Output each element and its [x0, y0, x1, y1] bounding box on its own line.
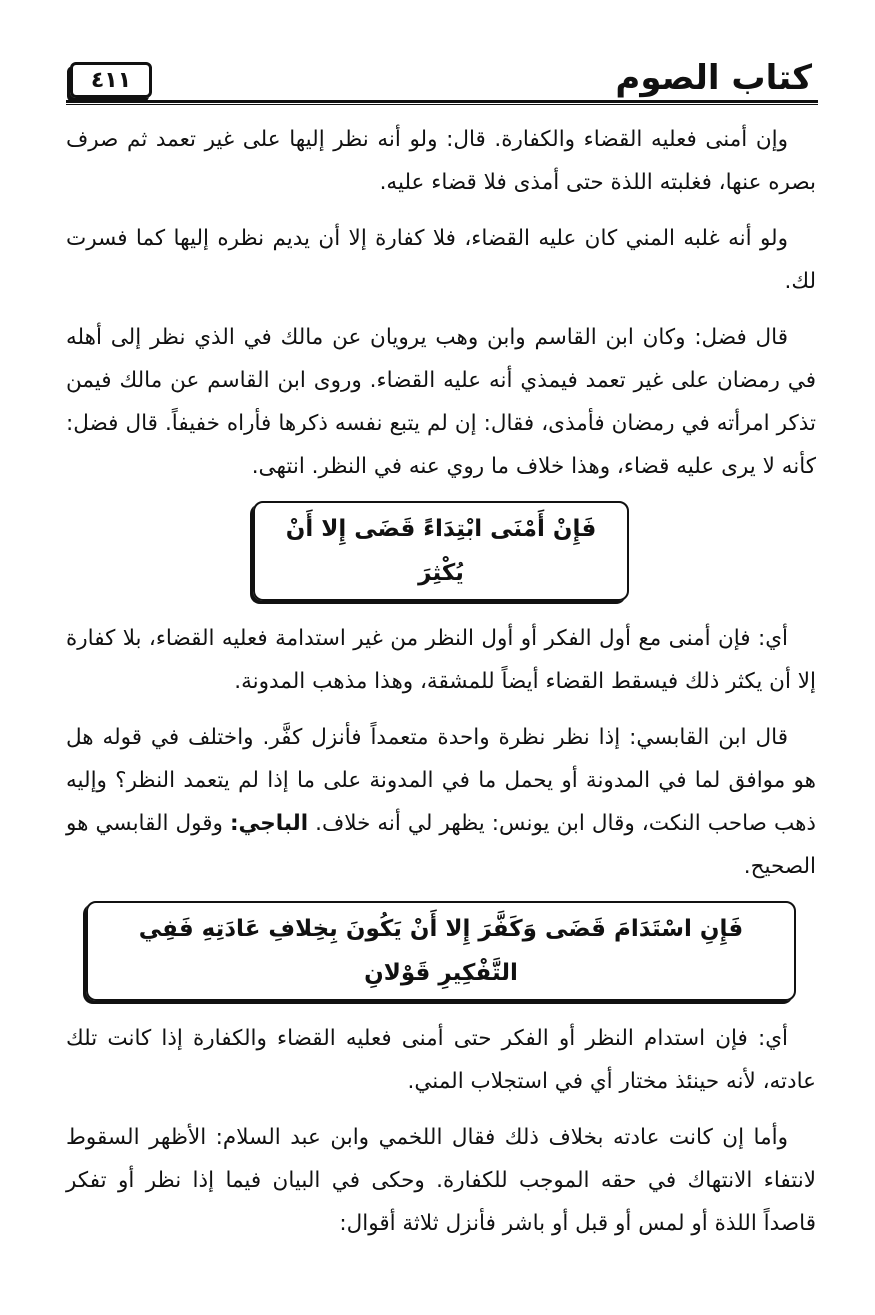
paragraph: وأما إن كانت عادته بخلاف ذلك فقال اللخمي وابن عبد السلام: الأظهر السقوط لانتفاء الانتهاك في حقه الموجب للكفارة. وحكى في البيان فيما إذا نظر أو تفكر قاصداً اللذة أو لمس أو قبل أو باشر فأنزل ثلاثة أقوال:: [66, 1125, 816, 1236]
header-divider-thin: [66, 104, 818, 105]
matn-box: فَإِنِ اسْتَدَامَ قَضَى وَكَفَّرَ إِلا أَنْ يَكُونَ بِخِلافِ عَادَتِهِ فَفِي التَّفْكِيرِ قَوْلانِ: [86, 901, 796, 1001]
matn-box: فَإِنْ أَمْنَى ابْتِدَاءً قَضَى إِلا أَنْ يُكْثِرَ: [253, 501, 629, 601]
paragraph: وإن أمنى فعليه القضاء والكفارة. قال: ولو أنه نظر إليها على غير تعمد ثم صرف بصره عنها، فغلبته اللذة حتى أمذى فلا قضاء عليه.: [66, 127, 816, 195]
body-text: [66, 118, 816, 1258]
paragraph: أي: فإن أمنى مع أول الفكر أو أول النظر من غير استدامة فعليه القضاء، بلا كفارة إلا أن يكثر ذلك فيسقط القضاء أيضاً للمشقة، وهذا مذهب المدونة.: [66, 626, 816, 694]
chapter-title: كتاب الصوم: [615, 58, 812, 98]
paragraph-text: وقول القابسي هو الصحيح.: [66, 811, 816, 879]
scholar-name: الباجي:: [229, 811, 309, 836]
header-divider: [66, 100, 818, 103]
paragraph: أي: فإن استدام النظر أو الفكر حتى أمنى فعليه القضاء والكفارة إذا كانت تلك عادته، لأنه حينئذ مختار أي في استجلاب المني.: [66, 1026, 816, 1094]
paragraph: قال فضل: وكان ابن القاسم وابن وهب يرويان عن مالك في الذي نظر إلى أهله في رمضان على غير تعمد فيمذي أنه عليه القضاء. وروى ابن القاسم عن مالك فيمن تذكر امرأته في رمضان فأمذى، فقال: إن لم يتبع نفسه ذكرها فأراه خفيفاً. قال فضل: كأنه لا يرى عليه قضاء، وهذا خلاف ما روي عنه في النظر. انتهى.: [66, 325, 816, 479]
paragraph: [66, 716, 816, 888]
paragraph-text: قال ابن القابسي: إذا نظر نظرة واحدة متعمداً فأنزل كفَّر. واختلف في قوله هل هو موافق لما في المدونة أو يحمل ما في المدونة على ما إذا لم يتعمد النظر؟ وإليه ذهب صاحب النكت، وقال ابن يونس: يظهر لي أنه خلاف.: [66, 725, 816, 836]
paragraph: ولو أنه غلبه المني كان عليه القضاء، فلا كفارة إلا أن يديم نظره إليها كما فسرت لك.: [66, 226, 816, 294]
page-number: ٤١١: [70, 62, 152, 98]
